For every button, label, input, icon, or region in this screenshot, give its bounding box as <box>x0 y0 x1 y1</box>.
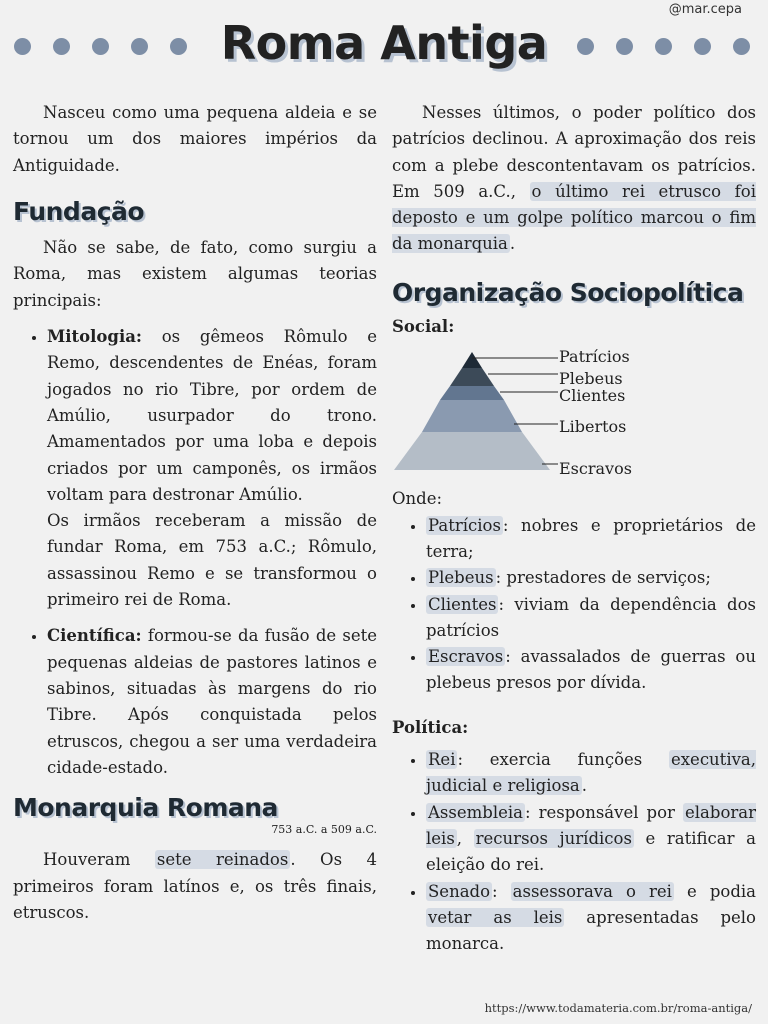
mitologia-label: Mitologia: <box>47 327 143 347</box>
term-highlight: Patrícios <box>428 515 501 535</box>
text-span: Houveram <box>43 850 155 870</box>
pyramid-level-clientes <box>440 386 504 400</box>
text-span: . Os 4 primeiros foram latínos e, os três finais, etruscos. <box>13 850 377 923</box>
politica-label: Política: <box>392 717 469 737</box>
term-highlight: Clientes <box>428 594 497 614</box>
term-text: : prestadores de serviços; <box>495 568 711 588</box>
list-item-patricios <box>426 513 756 566</box>
text-span: , <box>456 828 474 848</box>
theory-mitologia <box>47 324 377 613</box>
monarquia-paragraph-2 <box>392 100 756 258</box>
pyramid-label-escravos: Escravos <box>559 459 632 479</box>
list-item-plebeus <box>426 565 756 591</box>
pyramid-level-escravos <box>394 432 550 470</box>
fundacao-theories <box>13 324 377 781</box>
text-span: Nesses últimos, o poder político dos patrícios declinou. A aproximação dos reis com a plebe descontentavam os patrícios. Em 509 a.C., <box>392 103 756 201</box>
social-classes-list <box>392 513 756 697</box>
fundacao-intro: Não se sabe, de fato, como surgiu a Roma, mas existem algumas teorias principais: <box>13 238 377 310</box>
pyramid-level-plebeus <box>450 368 494 386</box>
author-handle: @mar.cepa <box>668 2 742 17</box>
cientifica-label: Científica: <box>47 626 142 646</box>
highlight-assessorava: assessorava o rei <box>512 881 672 901</box>
highlight-vetar-leis: vetar as leis <box>428 907 563 927</box>
term-highlight: Plebeus <box>428 568 494 588</box>
politica-list <box>392 747 756 957</box>
pyramid-label-clientes: Clientes <box>559 386 626 406</box>
term-text: : viviam da dependência dos patrícios <box>426 594 756 640</box>
text-span: : <box>492 881 511 901</box>
fundacao-heading: Fundação <box>13 196 145 226</box>
term-highlight: Assembleia <box>428 802 523 822</box>
cientifica-text: formou-se da fusão de sete pequenas aldeias de pastores latinos e sabinos, situadas às margens do rio Tibre. Após conquistada pelos etruscos, chegou a ser uma verdadeira cidade-estado. <box>47 626 378 777</box>
pyramid-label-patricios: Patrícios <box>559 347 630 367</box>
pyramid-level-libertos <box>422 400 522 432</box>
pyramid-label-plebeus: Plebeus <box>559 369 623 389</box>
page-title: Roma Antiga <box>220 16 548 70</box>
right-column <box>392 100 756 957</box>
mitologia-text-2: Os irmãos receberam a missão de fundar Roma, em 753 a.C.; Rômulo, assassinou Remo e se transformou o primeiro rei de Roma. <box>47 511 377 610</box>
social-label: Social: <box>392 317 455 337</box>
monarquia-paragraph-1 <box>13 847 377 926</box>
text-span: apresentadas pelo monarca. <box>426 907 756 954</box>
text-span: : responsável por <box>524 802 683 822</box>
term-text: : avassalados de guerras ou plebeus presos por dívida. <box>426 647 756 693</box>
term-text: : nobres e proprietários de terra; <box>426 515 756 561</box>
list-item-rei <box>426 747 756 800</box>
highlight-elaborar-leis: elaborar leis <box>426 802 756 848</box>
organizacao-heading: Organização Sociopolítica <box>392 277 744 307</box>
onde-label: Onde: <box>392 489 443 509</box>
mitologia-text: os gêmeos Rômulo e Remo, descendentes de Enéas, foram jogados no rio Tibre, por ordem de Amúlio, usurpador do trono. Amamentados por uma loba e depois criados por um camponês, os irmãos voltam para destronar Amúlio. <box>47 327 377 504</box>
social-pyramid <box>392 340 756 480</box>
left-column <box>13 100 377 926</box>
intro-paragraph: Nasceu como uma pequena aldeia e se tornou um dos maiores impérios da Antiguidade. <box>13 103 377 175</box>
highlight-sete-reinados: sete reinados <box>156 850 289 870</box>
highlight-recursos-juridicos: recursos jurídicos <box>475 828 632 848</box>
text-span: : exercia funções <box>457 750 669 770</box>
text-span: e ratificar a eleição do rei. <box>426 828 756 875</box>
text-span: . <box>581 776 588 796</box>
pyramid-level-patricios <box>462 352 482 368</box>
text-span: . <box>509 234 516 254</box>
list-item-senado <box>426 879 756 958</box>
term-highlight: Escravos <box>428 647 504 667</box>
list-item-clientes <box>426 592 756 645</box>
highlight-fim-monarquia: o último rei etrusco foi deposto e um golpe político marcou o fim da monarquia <box>392 181 756 254</box>
list-item-assembleia <box>426 800 756 879</box>
monarquia-date: 753 a.C. a 509 a.C. <box>271 823 377 837</box>
text-span: e podia <box>673 881 756 901</box>
term-highlight: Senado <box>428 881 491 901</box>
list-item-escravos <box>426 644 756 697</box>
pyramid-label-libertos: Libertos <box>559 417 627 437</box>
term-highlight: Rei <box>428 750 456 770</box>
source-url: https://www.todamateria.com.br/roma-antiga/ <box>484 1001 752 1015</box>
monarquia-heading: Monarquia Romana <box>13 793 278 823</box>
theory-cientifica <box>47 623 377 781</box>
highlight-funcoes: executiva, judicial e religiosa <box>426 750 756 796</box>
